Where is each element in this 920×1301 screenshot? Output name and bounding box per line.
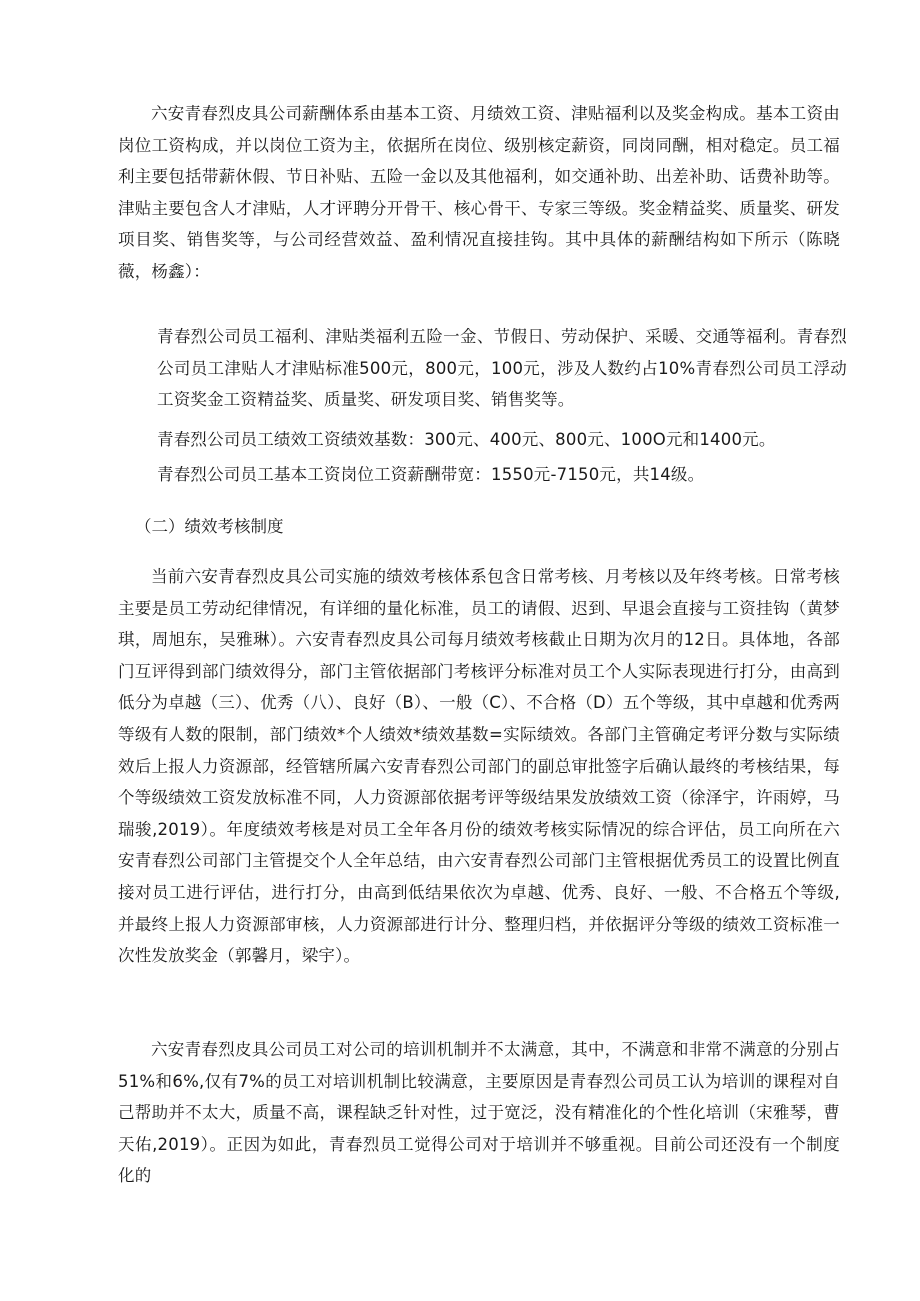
section-heading: （二）绩效考核制度: [135, 517, 284, 536]
training-paragraph: 六安青春烈皮具公司员工对公司的培训机制并不太满意，其中，不满意和非常不满意的分别占51%和6%,仅有7%的员工对培训机制比较满意，主要原因是青春烈公司员工认为培训的课程对自己帮助并不太大，质量不高，课程缺乏针对性，过于宽泛，没有精准化的个性化培训（宋雅琴，曹天佑,2019）。正因为如此，青春烈员工觉得公司对于培训并不够重视。目前公司还没有一个制度化的: [118, 1040, 840, 1186]
performance-paragraph: 当前六安青春烈皮具公司实施的绩效考核体系包含日常考核、月考核以及年终考核。日常考核主要是员工劳动纪律情况，有详细的量化标准，员工的请假、迟到、早退会直接与工资挂钩（黄梦琪，周旭东，吴雅琳）。六安青春烈皮具公司每月绩效考核截止日期为次月的12日。具体地，各部门互评得到部门绩效得分，部门主管依据部门考核评分标准对员工个人实际表现进行打分，由高到低分为卓越（三）、优秀（八）、良好（B）、一般（C）、不合格（D）五个等级，其中卓越和优秀两等级有人数的限制，部门绩效*个人绩效*绩效基数=实际绩效。各部门主管确定考评分数与实际绩效后上报人力资源部，经管辖所属六安青春烈公司部门的副总审批签字后确认最终的考核结果，每个等级绩效工资发放标准不同，人力资源部依据考评等级结果发放绩效工资（徐泽宇，许雨婷，马瑞骏,2019）。年度绩效考核是对员工全年各月份的绩效考核实际情况的综合评估，员工向所在六安青春烈公司部门主管提交个人全年总结，由六安青春烈公司部门主管根据优秀员工的设置比例直接对员工进行评估，进行打分，由高到低结果依次为卓越、优秀、良好、一般、不合格五个等级,并最终上报人力资源部审核，人力资源部进行计分、整理归档，并依据评分等级的绩效工资标准一次性发放奖金（郭馨月，梁宇）。: [118, 567, 840, 966]
salary-structure-performance: 青春烈公司员工绩效工资绩效基数：300元、400元、800元、100O元和1400元。: [157, 430, 776, 449]
salary-structure-base: 青春烈公司员工基本工资岗位工资薪酬带宽：1550元-7150元，共14级。: [157, 465, 705, 484]
intro-paragraph: 六安青春烈皮具公司薪酬体系由基本工资、月绩效工资、津贴福利以及奖金构成。基本工资由岗位工资构成，并以岗位工资为主，依据所在岗位、级别核定薪资，同岗同酬，相对稳定。员工福利主要包括带薪休假、节日补贴、五险一金以及其他福利，如交通补助、出差补助、话费补助等。津贴主要包含人才津贴，人才评聘分开骨干、核心骨干、专家三等级。奖金精益奖、质量奖、研发项目奖、销售奖等，与公司经营效益、盈利情况直接挂钩。其中具体的薪酬结构如下所示（陈晓薇，杨鑫）：: [118, 104, 840, 281]
salary-structure-welfare: 青春烈公司员工福利、津贴类福利五险一金、节假日、劳动保护、采暖、交通等福利。青春烈公司员工津贴人才津贴标准500元，800元，100元，涉及人数约占10%青春烈公司员工浮动工资奖金工资精益奖、质量奖、研发项目奖、销售奖等。: [157, 327, 847, 410]
